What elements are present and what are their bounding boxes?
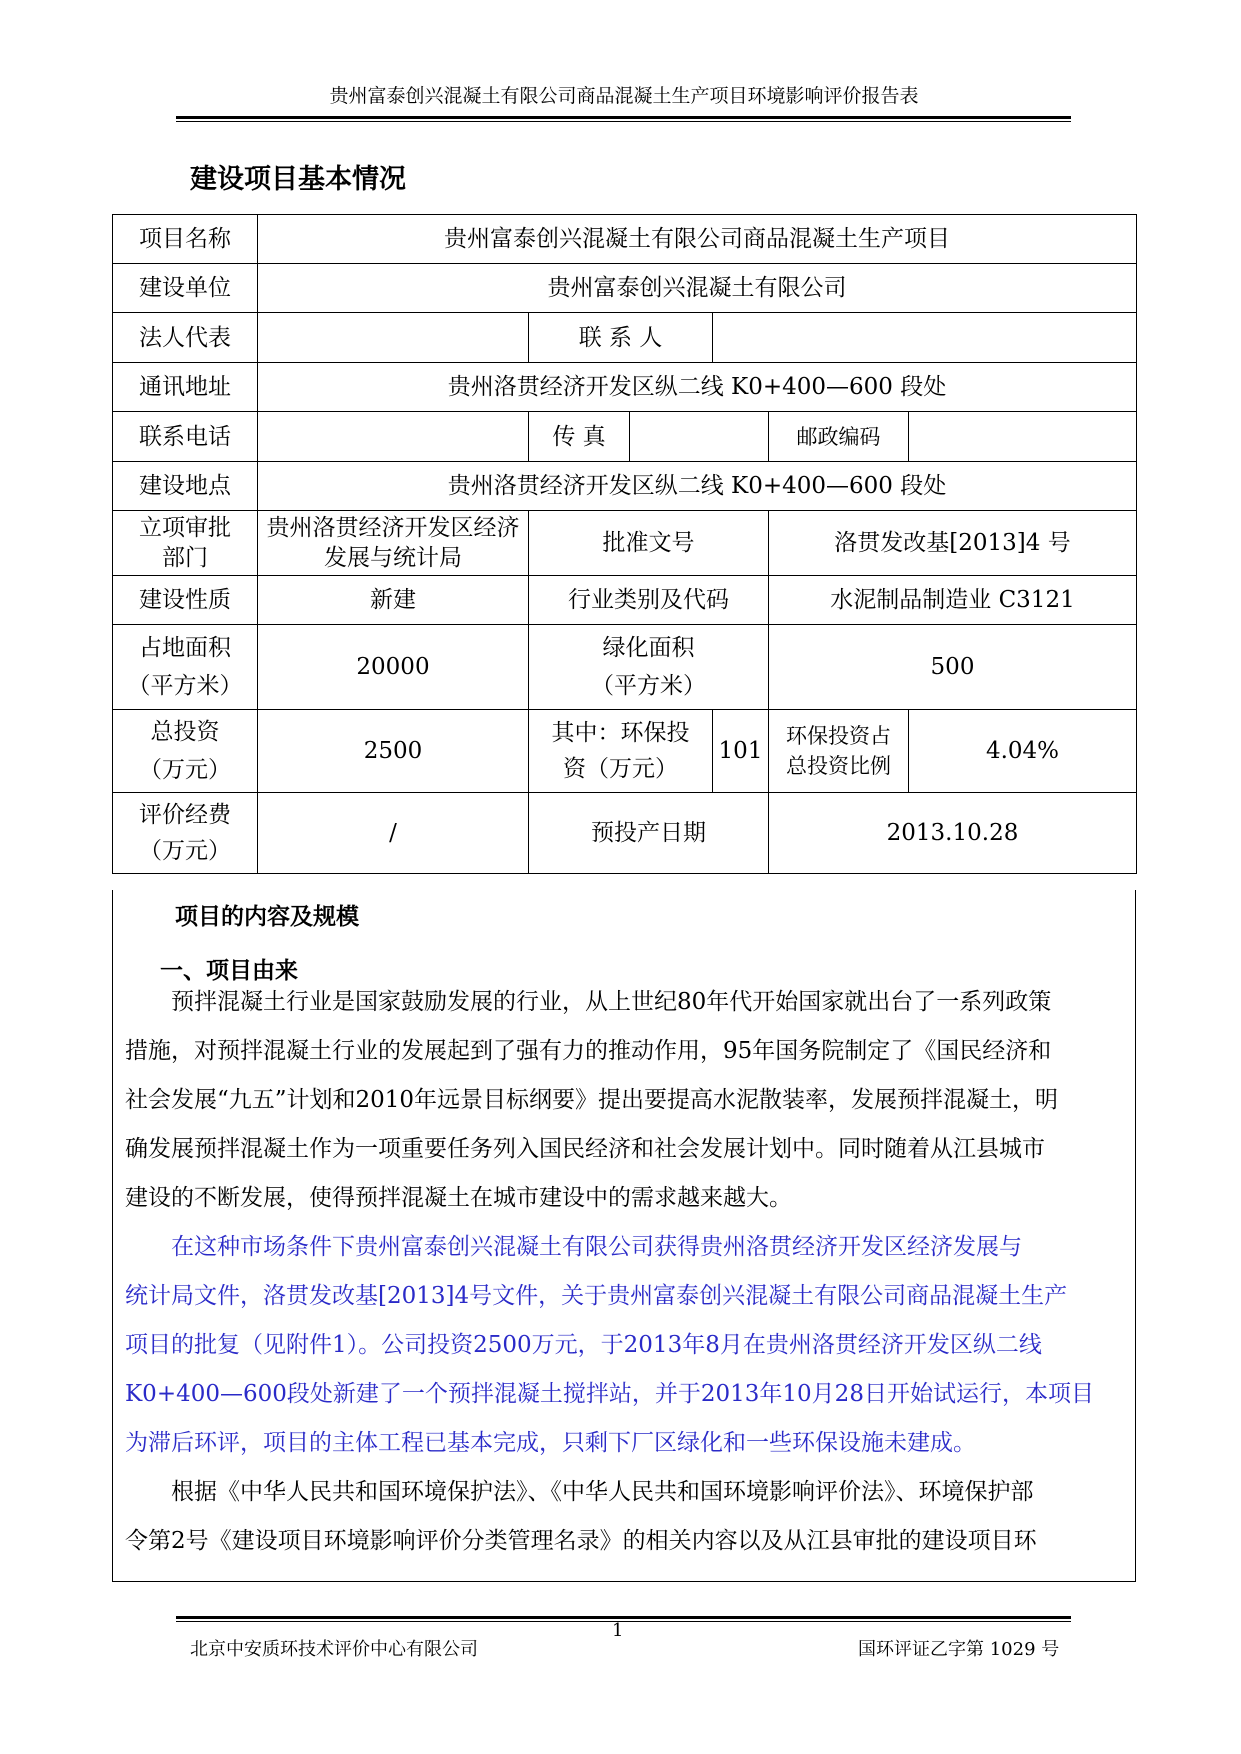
project-info-table xyxy=(112,214,1137,874)
table-row xyxy=(113,511,1137,576)
approval-dept-line1: 贵州洛贯经济开发区经济 xyxy=(266,515,520,541)
table-row xyxy=(113,264,1137,313)
content-subheading: 一、项目由来 xyxy=(160,958,298,984)
legal-rep-value xyxy=(258,313,529,363)
approval-dept-label-line2: 部门 xyxy=(162,545,208,571)
table-row xyxy=(113,793,1137,874)
invest-label-line1: 总投资 xyxy=(150,719,220,745)
paragraph-approval xyxy=(125,1223,1125,1468)
site-value: 贵州洛贯经济开发区纵二线 K0+400—600 段处 xyxy=(258,462,1137,511)
invest-value: 2500 xyxy=(258,710,529,793)
env-invest-label-line2: 资（万元） xyxy=(563,756,678,782)
green-label xyxy=(529,625,769,710)
industry-label: 行业类别及代码 xyxy=(529,576,769,625)
start-label: 预投产日期 xyxy=(529,793,769,874)
approval-dept-line2: 发展与统计局 xyxy=(324,545,462,571)
paragraph-legal-basis xyxy=(125,1468,1125,1566)
area-label-line1: 占地面积 xyxy=(139,635,231,661)
ratio-label-line1: 环保投资占 xyxy=(786,724,891,748)
nature-value: 新建 xyxy=(258,576,529,625)
green-label-line2: （平方米） xyxy=(591,673,706,699)
approval-no-label: 批准文号 xyxy=(529,511,769,576)
ratio-value: 4.04% xyxy=(909,710,1137,793)
footer-rule xyxy=(176,1616,1071,1619)
nature-label: 建设性质 xyxy=(113,576,258,625)
postcode-value xyxy=(909,412,1137,462)
content-heading: 项目的内容及规模 xyxy=(175,904,359,930)
start-date-value: 2013.10.28 xyxy=(769,793,1137,874)
footer-rule-thin xyxy=(176,1621,1071,1622)
table-row xyxy=(113,412,1137,462)
invest-label xyxy=(113,710,258,793)
contact-label: 联 系 人 xyxy=(529,313,713,363)
paragraph-line: 建设的不断发展，使得预拌混凝土在城市建设中的需求越来越大。 xyxy=(125,1185,792,1211)
header-rule-thin xyxy=(176,121,1071,122)
page-number: 1 xyxy=(612,1620,624,1641)
table-row xyxy=(113,363,1137,412)
page-header: 贵州富泰创兴混凝土有限公司商品混凝土生产项目环境影响评价报告表 xyxy=(329,85,919,107)
ratio-label xyxy=(769,710,909,793)
table-row xyxy=(113,625,1137,710)
env-invest-label-line1: 其中：环保投 xyxy=(551,720,690,746)
paragraph-line: 为滞后环评，项目的主体工程已基本完成，只剩下厂区绿化和一些环保设施未建成。 xyxy=(125,1430,976,1456)
project-name-value: 贵州富泰创兴混凝土有限公司商品混凝土生产项目 xyxy=(258,215,1137,264)
table-row xyxy=(113,313,1137,363)
area-label-line2: （平方米） xyxy=(127,673,243,699)
legal-rep-label: 法人代表 xyxy=(113,313,258,363)
postcode-label: 邮政编码 xyxy=(769,412,909,462)
invest-label-line2: （万元） xyxy=(139,757,231,783)
fee-label xyxy=(113,793,258,874)
address-value: 贵州洛贯经济开发区纵二线 K0+400—600 段处 xyxy=(258,363,1137,412)
green-label-line1: 绿化面积 xyxy=(602,635,695,661)
ratio-label-line2: 总投资比例 xyxy=(786,754,891,778)
env-invest-value: 101 xyxy=(713,710,769,793)
paragraph-line: 根据《中华人民共和国环境保护法》、《中华人民共和国环境影响评价法》、环境保护部 xyxy=(125,1479,1034,1505)
approval-dept-label-line1: 立项审批 xyxy=(139,515,231,541)
paragraph-background xyxy=(125,978,1125,1223)
paragraph-line: K0+400—600段处新建了一个预拌混凝土搅拌站，并于2013年10月28日开始试运行，本项目 xyxy=(125,1381,1094,1407)
paragraph-line: 统计局文件，洛贯发改基[2013]4号文件，关于贵州富泰创兴混凝土有限公司商品混凝土生产 xyxy=(125,1283,1068,1309)
paragraph-line: 项目的批复（见附件1）。公司投资2500万元，于2013年8月在贵州洛贯经济开发区纵二线 xyxy=(125,1332,1042,1358)
paragraph-line: 确发展预拌混凝土作为一项重要任务列入国民经济和社会发展计划中。同时随着从江县城市 xyxy=(125,1136,1045,1162)
approval-dept-value xyxy=(258,511,529,576)
approval-dept-label xyxy=(113,511,258,576)
site-label: 建设地点 xyxy=(113,462,258,511)
paragraph-line: 社会发展“九五”计划和2010年远景目标纲要》提出要提高水泥散装率，发展预拌混凝土，明 xyxy=(125,1087,1059,1113)
paragraph-line: 预拌混凝土行业是国家鼓励发展的行业，从上世纪80年代开始国家就出台了一系列政策 xyxy=(125,989,1052,1015)
table-row xyxy=(113,576,1137,625)
project-name-label: 项目名称 xyxy=(113,215,258,264)
area-label xyxy=(113,625,258,710)
fee-value: / xyxy=(258,793,529,874)
fax-value xyxy=(630,412,769,462)
builder-label: 建设单位 xyxy=(113,264,258,313)
address-label: 通讯地址 xyxy=(113,363,258,412)
section-title: 建设项目基本情况 xyxy=(190,164,406,195)
paragraph-line: 措施，对预拌混凝土行业的发展起到了强有力的推动作用，95年国务院制定了《国民经济和 xyxy=(125,1038,1052,1064)
paragraph-line: 令第2号《建设项目环境影响评价分类管理名录》的相关内容以及从江县审批的建设项目环 xyxy=(125,1528,1037,1554)
phone-label: 联系电话 xyxy=(113,412,258,462)
footer-certificate: 国环评证乙字第 1029 号 xyxy=(858,1639,1060,1660)
footer-company: 北京中安质环技术评价中心有限公司 xyxy=(190,1639,478,1660)
table-row xyxy=(113,462,1137,511)
industry-value: 水泥制品制造业 C3121 xyxy=(769,576,1137,625)
contact-value xyxy=(713,313,1137,363)
table-row xyxy=(113,710,1137,793)
green-value: 500 xyxy=(769,625,1137,710)
table-row xyxy=(113,215,1137,264)
builder-value: 贵州富泰创兴混凝土有限公司 xyxy=(258,264,1137,313)
fee-label-line2: （万元） xyxy=(139,838,231,864)
fax-label: 传 真 xyxy=(529,412,630,462)
paragraph-line: 在这种市场条件下贵州富泰创兴混凝土有限公司获得贵州洛贯经济开发区经济发展与 xyxy=(125,1234,1022,1260)
fee-label-line1: 评价经费 xyxy=(139,802,231,828)
header-rule xyxy=(176,116,1071,119)
approval-no-value: 洛贯发改基[2013]4 号 xyxy=(769,511,1137,576)
area-value: 20000 xyxy=(258,625,529,710)
phone-value xyxy=(258,412,529,462)
env-invest-label xyxy=(529,710,713,793)
